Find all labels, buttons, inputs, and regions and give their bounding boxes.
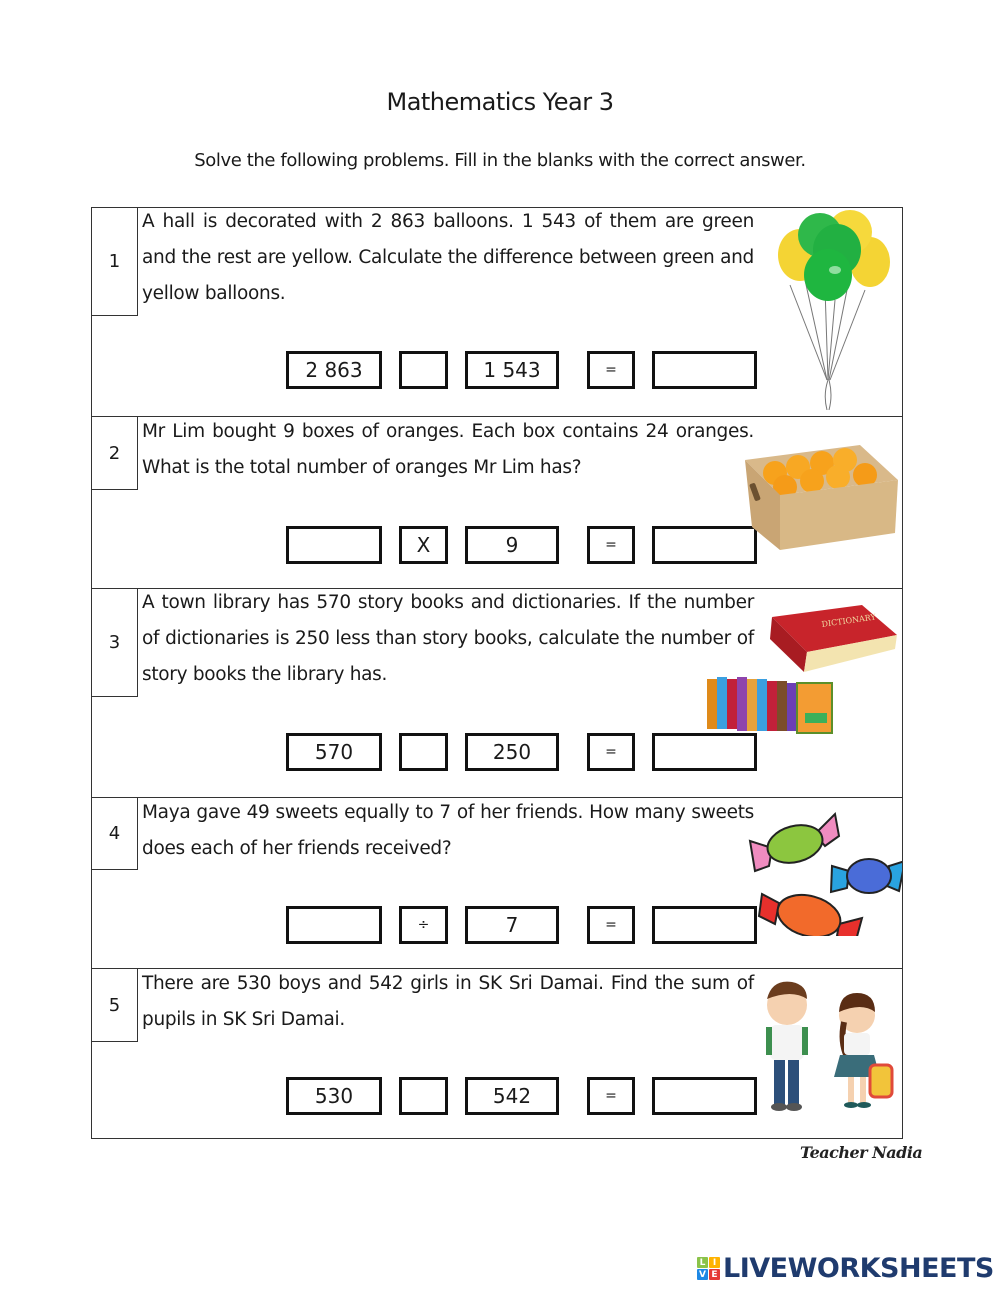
operand1-box: 2 863 [286, 351, 382, 389]
pupils-image [752, 977, 902, 1117]
question-row-4 [92, 797, 902, 968]
operator-box: ÷ [399, 906, 448, 944]
question-text: There are 530 boys and 542 girls in SK Sri Damai. Find the sum of pupils in SK Sri Damai. [142, 973, 754, 1030]
orange-box-image [740, 435, 900, 555]
brand-name: LIVEWORKSHEETS [723, 1253, 994, 1284]
liveworksheets-logo-icon [697, 1257, 720, 1280]
operand1-box: 530 [286, 1077, 382, 1115]
operand2-box: 1 543 [465, 351, 559, 389]
question-row-1 [92, 208, 902, 416]
question-number: 3 [92, 589, 138, 697]
worksheet-instructions: Solve the following problems. Fill in the blanks with the correct answer. [194, 150, 806, 171]
operator-input[interactable] [399, 733, 448, 771]
question-text: Mr Lim bought 9 boxes of oranges. Each box contains 24 oranges. What is the total number of oranges Mr Lim has? [142, 421, 754, 478]
question-row-5 [92, 968, 902, 1140]
svg-text:DICTIONARY: DICTIONARY [821, 612, 877, 629]
equals-box: = [587, 1077, 635, 1115]
equals-box: = [587, 906, 635, 944]
operand2-box: 9 [465, 526, 559, 564]
balloons-image [765, 210, 895, 410]
operand1-box: 570 [286, 733, 382, 771]
operator-input[interactable] [399, 351, 448, 389]
question-text: Maya gave 49 sweets equally to 7 of her friends. How many sweets does each of her friends received? [142, 802, 754, 859]
author-credit: Teacher Nadia [800, 1143, 923, 1162]
questions-table [91, 207, 903, 1139]
logo-letter: I [709, 1257, 720, 1268]
question-text: A town library has 570 story books and dictionaries. If the number of dictionaries is 250 less than story books, calculate the number of story books the library has. [142, 592, 754, 685]
question-number: 2 [92, 417, 138, 490]
operator-input[interactable] [399, 1077, 448, 1115]
equals-box: = [587, 351, 635, 389]
books-image [702, 597, 902, 747]
operand2-box: 7 [465, 906, 559, 944]
logo-letter: E [709, 1269, 720, 1280]
question-row-3 [92, 588, 902, 797]
logo-letter: V [697, 1269, 708, 1280]
operator-box: X [399, 526, 448, 564]
logo-letter: L [697, 1257, 708, 1268]
equals-box: = [587, 733, 635, 771]
liveworksheets-brand [697, 1253, 994, 1284]
operand2-box: 250 [465, 733, 559, 771]
equals-box: = [587, 526, 635, 564]
answer-input[interactable] [652, 1077, 757, 1115]
question-number: 1 [92, 208, 138, 316]
operand1-input[interactable] [286, 526, 382, 564]
operand1-input[interactable] [286, 906, 382, 944]
answer-input[interactable] [652, 351, 757, 389]
question-text: A hall is decorated with 2 863 balloons. 1 543 of them are green and the rest are yellow. Calculate the difference between green and yellow balloons. [142, 211, 754, 304]
sweets-image [747, 806, 902, 936]
question-number: 4 [92, 798, 138, 870]
answer-input[interactable] [652, 906, 757, 944]
question-number: 5 [92, 969, 138, 1042]
question-row-2 [92, 416, 902, 588]
worksheet-title: Mathematics Year 3 [386, 88, 614, 116]
operand2-box: 542 [465, 1077, 559, 1115]
